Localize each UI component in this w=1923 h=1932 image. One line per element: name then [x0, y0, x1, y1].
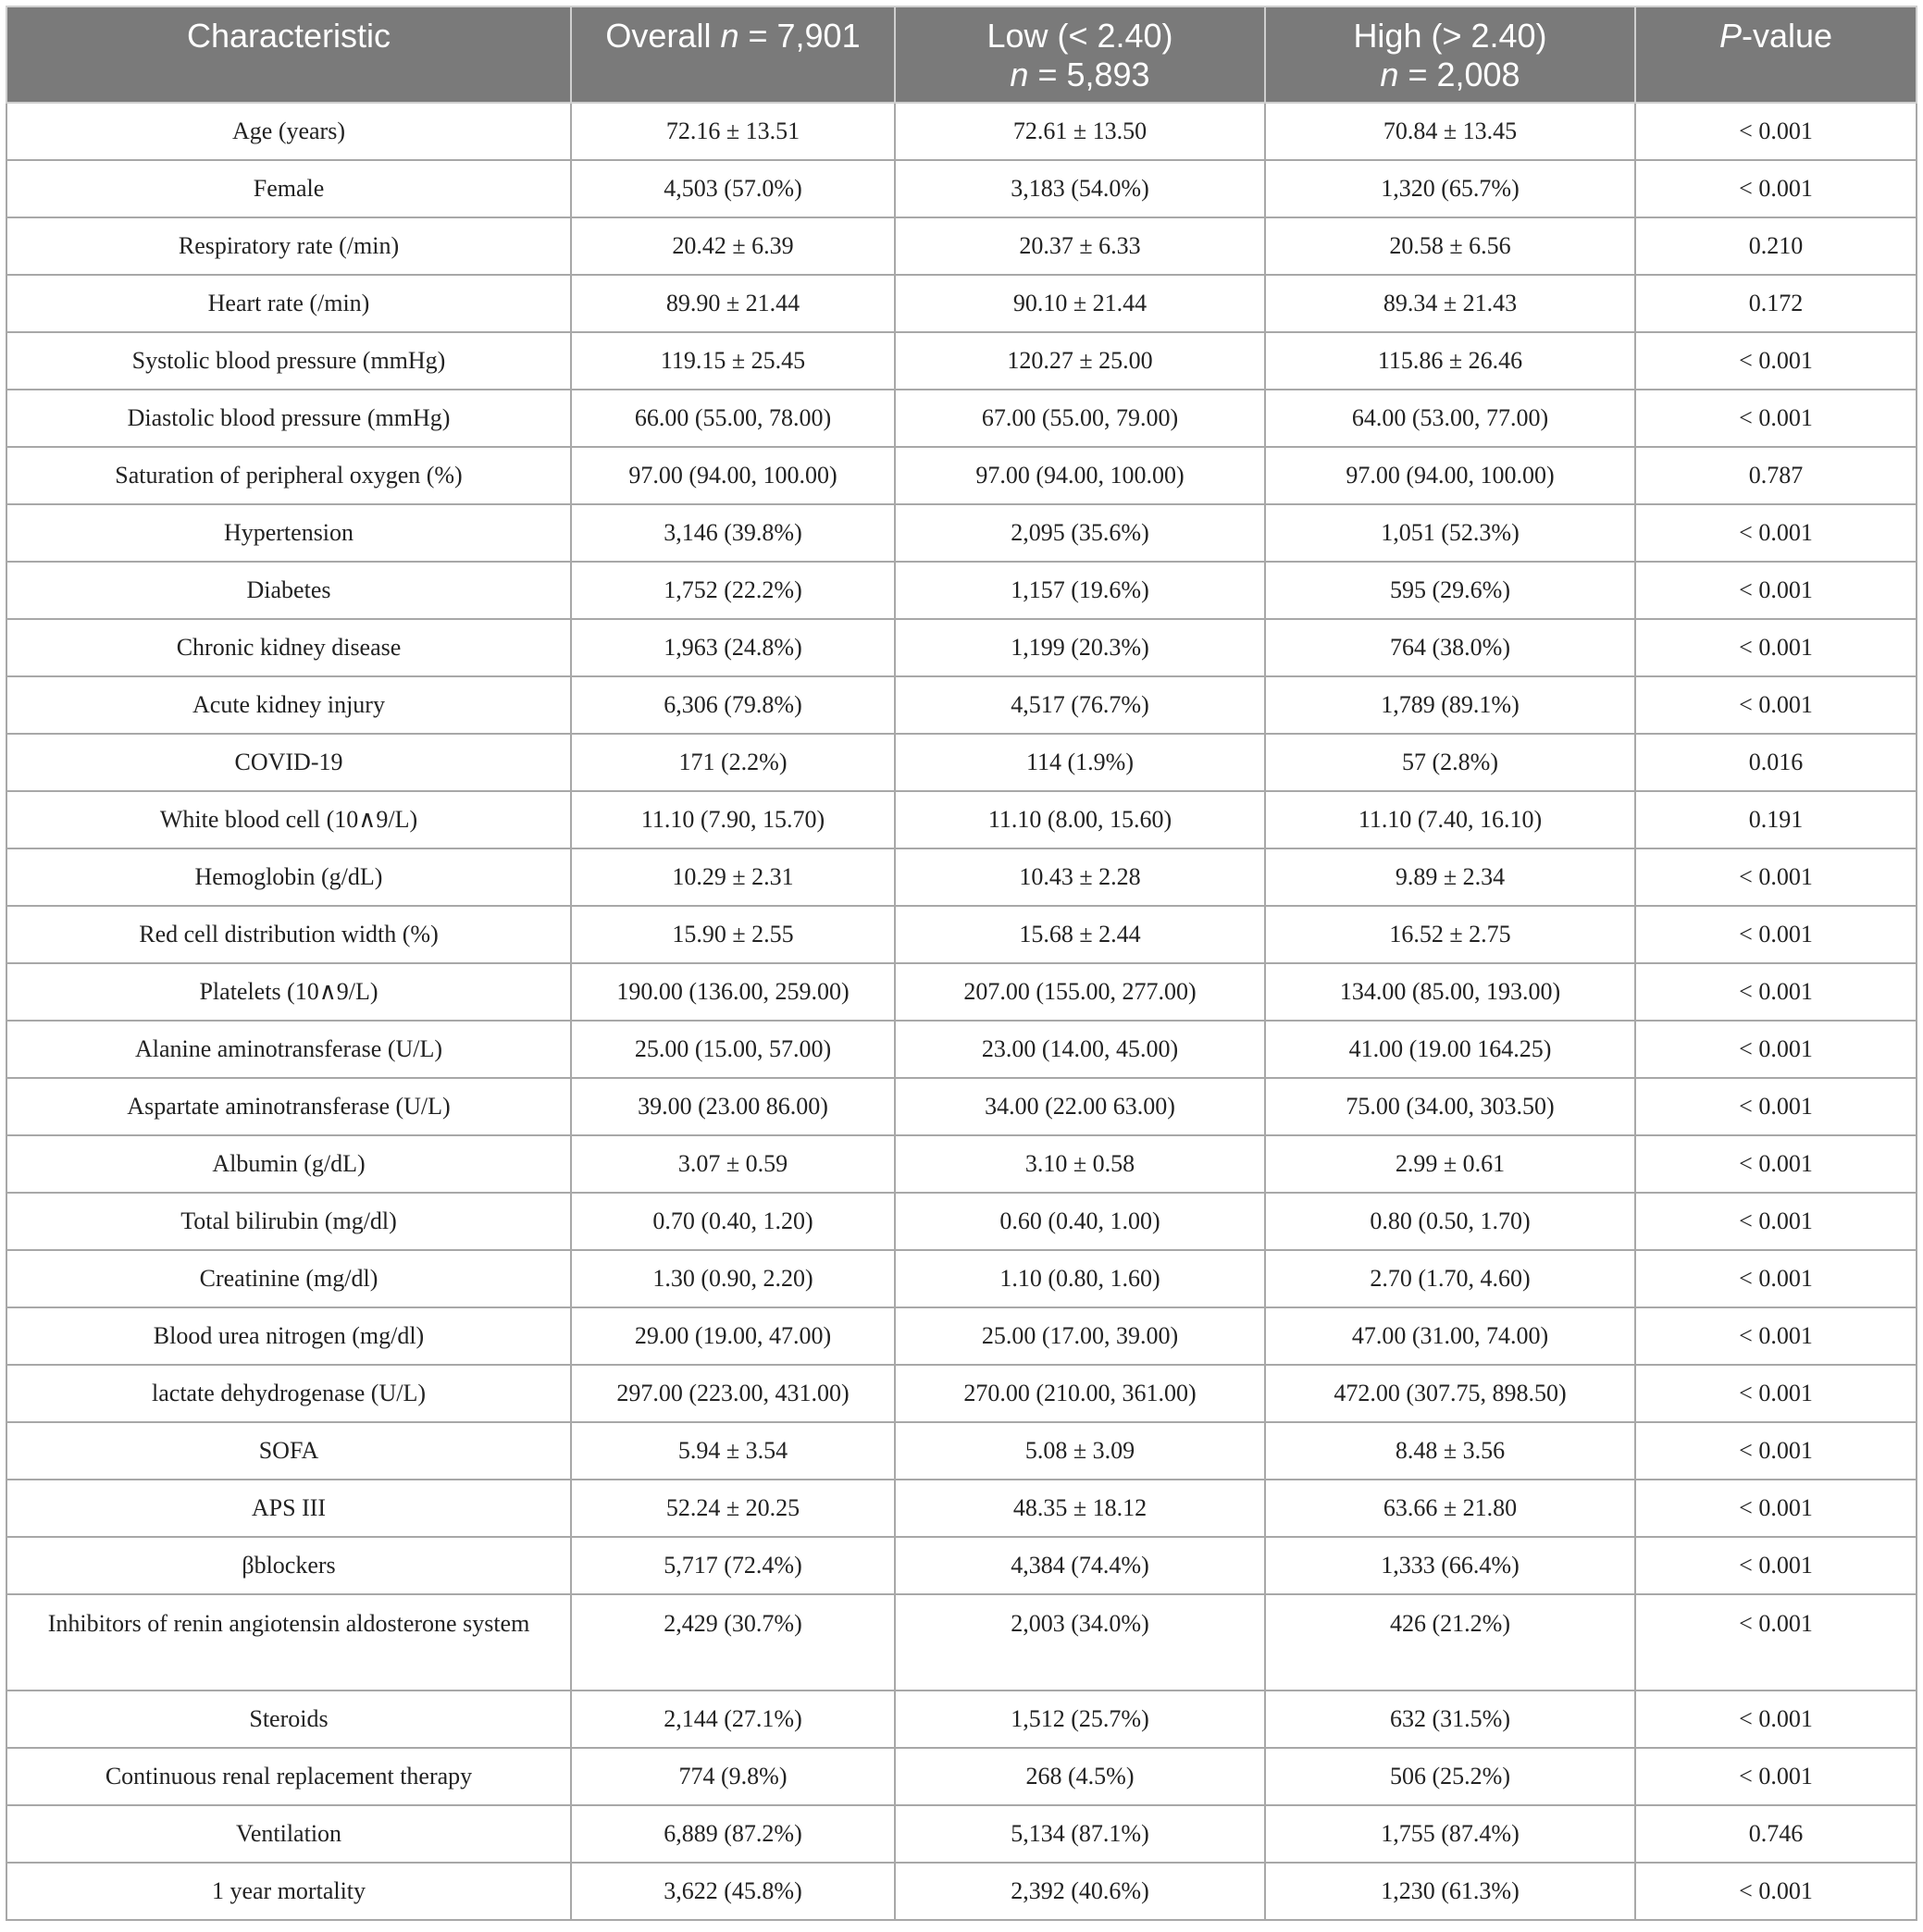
cell-p-value: 0.016 — [1635, 734, 1917, 791]
cell-high: 1,230 (61.3%) — [1265, 1863, 1635, 1920]
cell-high: 11.10 (7.40, 16.10) — [1265, 791, 1635, 848]
header-n-italic: n — [1010, 56, 1029, 93]
row-label: Heart rate (/min) — [6, 275, 571, 332]
header-count: = 2,008 — [1398, 56, 1520, 93]
cell-low: 4,384 (74.4%) — [895, 1537, 1265, 1594]
cell-high: 1,333 (66.4%) — [1265, 1537, 1635, 1594]
row-label: Ventilation — [6, 1805, 571, 1863]
row-label: Creatinine (mg/dl) — [6, 1250, 571, 1307]
header-text: High (> 2.40) — [1353, 17, 1547, 55]
cell-overall: 29.00 (19.00, 47.00) — [571, 1307, 895, 1365]
cell-low: 34.00 (22.00 63.00) — [895, 1078, 1265, 1135]
row-label: Hemoglobin (g/dL) — [6, 848, 571, 906]
cell-overall: 1,752 (22.2%) — [571, 562, 895, 619]
cell-overall: 190.00 (136.00, 259.00) — [571, 963, 895, 1021]
row-label: Aspartate aminotransferase (U/L) — [6, 1078, 571, 1135]
cell-high: 41.00 (19.00 164.25) — [1265, 1021, 1635, 1078]
cell-low: 15.68 ± 2.44 — [895, 906, 1265, 963]
cell-overall: 10.29 ± 2.31 — [571, 848, 895, 906]
table-body — [6, 103, 1917, 1920]
cell-overall: 171 (2.2%) — [571, 734, 895, 791]
row-label: Diabetes — [6, 562, 571, 619]
table-row — [6, 160, 1917, 217]
cell-low: 0.60 (0.40, 1.00) — [895, 1193, 1265, 1250]
cell-high: 75.00 (34.00, 303.50) — [1265, 1078, 1635, 1135]
table-row — [6, 1480, 1917, 1537]
header-count: = 5,893 — [1028, 56, 1150, 93]
header-p-italic: P — [1718, 17, 1742, 55]
table-row — [6, 1365, 1917, 1422]
cell-high: 16.52 ± 2.75 — [1265, 906, 1635, 963]
cell-low: 2,003 (34.0%) — [895, 1594, 1265, 1690]
row-label: Platelets (10∧9/L) — [6, 963, 571, 1021]
cell-low: 5.08 ± 3.09 — [895, 1422, 1265, 1480]
row-label: Red cell distribution width (%) — [6, 906, 571, 963]
cell-overall: 72.16 ± 13.51 — [571, 103, 895, 160]
cell-low: 1,157 (19.6%) — [895, 562, 1265, 619]
table-row — [6, 1690, 1917, 1748]
table-row — [6, 676, 1917, 734]
cell-low: 1,199 (20.3%) — [895, 619, 1265, 676]
cell-low: 270.00 (210.00, 361.00) — [895, 1365, 1265, 1422]
header-p-value — [1635, 6, 1917, 103]
cell-high: 2.99 ± 0.61 — [1265, 1135, 1635, 1193]
cell-overall: 6,306 (79.8%) — [571, 676, 895, 734]
row-label: APS III — [6, 1480, 571, 1537]
cell-low: 72.61 ± 13.50 — [895, 103, 1265, 160]
cell-high: 70.84 ± 13.45 — [1265, 103, 1635, 160]
cell-high: 0.80 (0.50, 1.70) — [1265, 1193, 1635, 1250]
cell-p-value: < 0.001 — [1635, 390, 1917, 447]
characteristics-table-container — [6, 6, 1916, 1921]
row-label: Continuous renal replacement therapy — [6, 1748, 571, 1805]
cell-p-value: < 0.001 — [1635, 332, 1917, 390]
cell-low: 67.00 (55.00, 79.00) — [895, 390, 1265, 447]
cell-p-value: 0.210 — [1635, 217, 1917, 275]
table-row — [6, 1021, 1917, 1078]
cell-high: 9.89 ± 2.34 — [1265, 848, 1635, 906]
cell-overall: 2,144 (27.1%) — [571, 1690, 895, 1748]
table-row — [6, 332, 1917, 390]
cell-p-value: < 0.001 — [1635, 1250, 1917, 1307]
cell-overall: 89.90 ± 21.44 — [571, 275, 895, 332]
cell-low: 11.10 (8.00, 15.60) — [895, 791, 1265, 848]
cell-p-value: < 0.001 — [1635, 1422, 1917, 1480]
table-row — [6, 1135, 1917, 1193]
cell-low: 1,512 (25.7%) — [895, 1690, 1265, 1748]
cell-low: 48.35 ± 18.12 — [895, 1480, 1265, 1537]
cell-overall: 3,622 (45.8%) — [571, 1863, 895, 1920]
cell-p-value: < 0.001 — [1635, 1365, 1917, 1422]
header-count: = 7,901 — [738, 17, 861, 55]
cell-overall: 0.70 (0.40, 1.20) — [571, 1193, 895, 1250]
cell-overall: 3.07 ± 0.59 — [571, 1135, 895, 1193]
table-row — [6, 1537, 1917, 1594]
cell-p-value: < 0.001 — [1635, 676, 1917, 734]
cell-high: 506 (25.2%) — [1265, 1748, 1635, 1805]
cell-overall: 1.30 (0.90, 2.20) — [571, 1250, 895, 1307]
row-label: SOFA — [6, 1422, 571, 1480]
cell-high: 632 (31.5%) — [1265, 1690, 1635, 1748]
cell-p-value: 0.787 — [1635, 447, 1917, 504]
table-row — [6, 1748, 1917, 1805]
header-n-italic: n — [720, 17, 739, 55]
cell-p-value: 0.172 — [1635, 275, 1917, 332]
cell-overall: 774 (9.8%) — [571, 1748, 895, 1805]
table-row — [6, 1863, 1917, 1920]
cell-low: 90.10 ± 21.44 — [895, 275, 1265, 332]
cell-p-value: 0.191 — [1635, 791, 1917, 848]
table-row — [6, 103, 1917, 160]
cell-high: 63.66 ± 21.80 — [1265, 1480, 1635, 1537]
row-label: Blood urea nitrogen (mg/dl) — [6, 1307, 571, 1365]
cell-overall: 11.10 (7.90, 15.70) — [571, 791, 895, 848]
cell-low: 2,392 (40.6%) — [895, 1863, 1265, 1920]
cell-low: 23.00 (14.00, 45.00) — [895, 1021, 1265, 1078]
cell-overall: 119.15 ± 25.45 — [571, 332, 895, 390]
header-characteristic — [6, 6, 571, 103]
cell-high: 1,320 (65.7%) — [1265, 160, 1635, 217]
row-label: Chronic kidney disease — [6, 619, 571, 676]
cell-p-value: < 0.001 — [1635, 1307, 1917, 1365]
cell-high: 472.00 (307.75, 898.50) — [1265, 1365, 1635, 1422]
cell-low: 3.10 ± 0.58 — [895, 1135, 1265, 1193]
table-row — [6, 1422, 1917, 1480]
cell-overall: 20.42 ± 6.39 — [571, 217, 895, 275]
header-high — [1265, 6, 1635, 103]
cell-overall: 52.24 ± 20.25 — [571, 1480, 895, 1537]
cell-p-value: < 0.001 — [1635, 1537, 1917, 1594]
row-label: Total bilirubin (mg/dl) — [6, 1193, 571, 1250]
cell-low: 25.00 (17.00, 39.00) — [895, 1307, 1265, 1365]
table-row — [6, 1250, 1917, 1307]
cell-p-value: < 0.001 — [1635, 1480, 1917, 1537]
cell-low: 1.10 (0.80, 1.60) — [895, 1250, 1265, 1307]
cell-high: 47.00 (31.00, 74.00) — [1265, 1307, 1635, 1365]
header-text: -value — [1741, 17, 1833, 55]
cell-low: 114 (1.9%) — [895, 734, 1265, 791]
cell-overall: 3,146 (39.8%) — [571, 504, 895, 562]
row-label: Steroids — [6, 1690, 571, 1748]
cell-low: 20.37 ± 6.33 — [895, 217, 1265, 275]
cell-overall: 1,963 (24.8%) — [571, 619, 895, 676]
cell-overall: 4,503 (57.0%) — [571, 160, 895, 217]
cell-low: 5,134 (87.1%) — [895, 1805, 1265, 1863]
cell-p-value: < 0.001 — [1635, 1748, 1917, 1805]
cell-high: 2.70 (1.70, 4.60) — [1265, 1250, 1635, 1307]
table-row — [6, 1078, 1917, 1135]
cell-low: 97.00 (94.00, 100.00) — [895, 447, 1265, 504]
cell-high: 764 (38.0%) — [1265, 619, 1635, 676]
row-label: Hypertension — [6, 504, 571, 562]
cell-p-value: < 0.001 — [1635, 1690, 1917, 1748]
cell-high: 1,789 (89.1%) — [1265, 676, 1635, 734]
characteristics-table — [6, 6, 1917, 1921]
cell-p-value: < 0.001 — [1635, 619, 1917, 676]
cell-high: 64.00 (53.00, 77.00) — [1265, 390, 1635, 447]
table-header-row — [6, 6, 1917, 103]
cell-p-value: < 0.001 — [1635, 848, 1917, 906]
row-label: COVID-19 — [6, 734, 571, 791]
header-low — [895, 6, 1265, 103]
table-row — [6, 275, 1917, 332]
cell-high: 89.34 ± 21.43 — [1265, 275, 1635, 332]
cell-high: 595 (29.6%) — [1265, 562, 1635, 619]
row-label: Respiratory rate (/min) — [6, 217, 571, 275]
cell-low: 120.27 ± 25.00 — [895, 332, 1265, 390]
cell-overall: 25.00 (15.00, 57.00) — [571, 1021, 895, 1078]
table-row — [6, 1307, 1917, 1365]
row-label: Acute kidney injury — [6, 676, 571, 734]
row-label: Alanine aminotransferase (U/L) — [6, 1021, 571, 1078]
cell-high: 115.86 ± 26.46 — [1265, 332, 1635, 390]
cell-overall: 5.94 ± 3.54 — [571, 1422, 895, 1480]
cell-low: 10.43 ± 2.28 — [895, 848, 1265, 906]
table-row — [6, 217, 1917, 275]
row-label: lactate dehydrogenase (U/L) — [6, 1365, 571, 1422]
table-row — [6, 848, 1917, 906]
cell-p-value: < 0.001 — [1635, 1135, 1917, 1193]
cell-high: 8.48 ± 3.56 — [1265, 1422, 1635, 1480]
cell-p-value: < 0.001 — [1635, 103, 1917, 160]
header-n-italic: n — [1380, 56, 1399, 93]
cell-low: 207.00 (155.00, 277.00) — [895, 963, 1265, 1021]
row-label: 1 year mortality — [6, 1863, 571, 1920]
row-label: Inhibitors of renin angiotensin aldosterone system — [6, 1594, 571, 1690]
cell-p-value: < 0.001 — [1635, 1078, 1917, 1135]
cell-p-value: < 0.001 — [1635, 906, 1917, 963]
cell-overall: 15.90 ± 2.55 — [571, 906, 895, 963]
cell-high: 57 (2.8%) — [1265, 734, 1635, 791]
table-row — [6, 447, 1917, 504]
cell-low: 3,183 (54.0%) — [895, 160, 1265, 217]
cell-high: 97.00 (94.00, 100.00) — [1265, 447, 1635, 504]
row-label: βblockers — [6, 1537, 571, 1594]
table-row — [6, 1193, 1917, 1250]
table-row — [6, 390, 1917, 447]
header-text: Low (< 2.40) — [986, 17, 1173, 55]
cell-p-value: < 0.001 — [1635, 160, 1917, 217]
cell-low: 4,517 (76.7%) — [895, 676, 1265, 734]
cell-p-value: < 0.001 — [1635, 1594, 1917, 1690]
cell-p-value: < 0.001 — [1635, 1193, 1917, 1250]
cell-overall: 6,889 (87.2%) — [571, 1805, 895, 1863]
table-row — [6, 791, 1917, 848]
header-overall — [571, 6, 895, 103]
table-row — [6, 562, 1917, 619]
cell-low: 2,095 (35.6%) — [895, 504, 1265, 562]
cell-overall: 66.00 (55.00, 78.00) — [571, 390, 895, 447]
cell-p-value: < 0.001 — [1635, 963, 1917, 1021]
row-label: Systolic blood pressure (mmHg) — [6, 332, 571, 390]
row-label: Age (years) — [6, 103, 571, 160]
row-label: Female — [6, 160, 571, 217]
table-row — [6, 734, 1917, 791]
row-label: Diastolic blood pressure (mmHg) — [6, 390, 571, 447]
cell-p-value: < 0.001 — [1635, 1863, 1917, 1920]
row-label: Albumin (g/dL) — [6, 1135, 571, 1193]
table-row — [6, 619, 1917, 676]
cell-overall: 2,429 (30.7%) — [571, 1594, 895, 1690]
cell-p-value: < 0.001 — [1635, 1021, 1917, 1078]
cell-p-value: < 0.001 — [1635, 504, 1917, 562]
cell-p-value: < 0.001 — [1635, 562, 1917, 619]
cell-high: 1,051 (52.3%) — [1265, 504, 1635, 562]
cell-p-value: 0.746 — [1635, 1805, 1917, 1863]
cell-overall: 5,717 (72.4%) — [571, 1537, 895, 1594]
cell-overall: 97.00 (94.00, 100.00) — [571, 447, 895, 504]
table-row — [6, 906, 1917, 963]
cell-high: 426 (21.2%) — [1265, 1594, 1635, 1690]
cell-low: 268 (4.5%) — [895, 1748, 1265, 1805]
row-label: White blood cell (10∧9/L) — [6, 791, 571, 848]
table-row — [6, 963, 1917, 1021]
row-label: Saturation of peripheral oxygen (%) — [6, 447, 571, 504]
table-row — [6, 504, 1917, 562]
cell-high: 20.58 ± 6.56 — [1265, 217, 1635, 275]
header-text: Characteristic — [186, 17, 391, 55]
cell-high: 1,755 (87.4%) — [1265, 1805, 1635, 1863]
table-row — [6, 1594, 1917, 1690]
cell-overall: 39.00 (23.00 86.00) — [571, 1078, 895, 1135]
cell-high: 134.00 (85.00, 193.00) — [1265, 963, 1635, 1021]
header-text: Overall — [605, 17, 721, 55]
table-row — [6, 1805, 1917, 1863]
cell-overall: 297.00 (223.00, 431.00) — [571, 1365, 895, 1422]
